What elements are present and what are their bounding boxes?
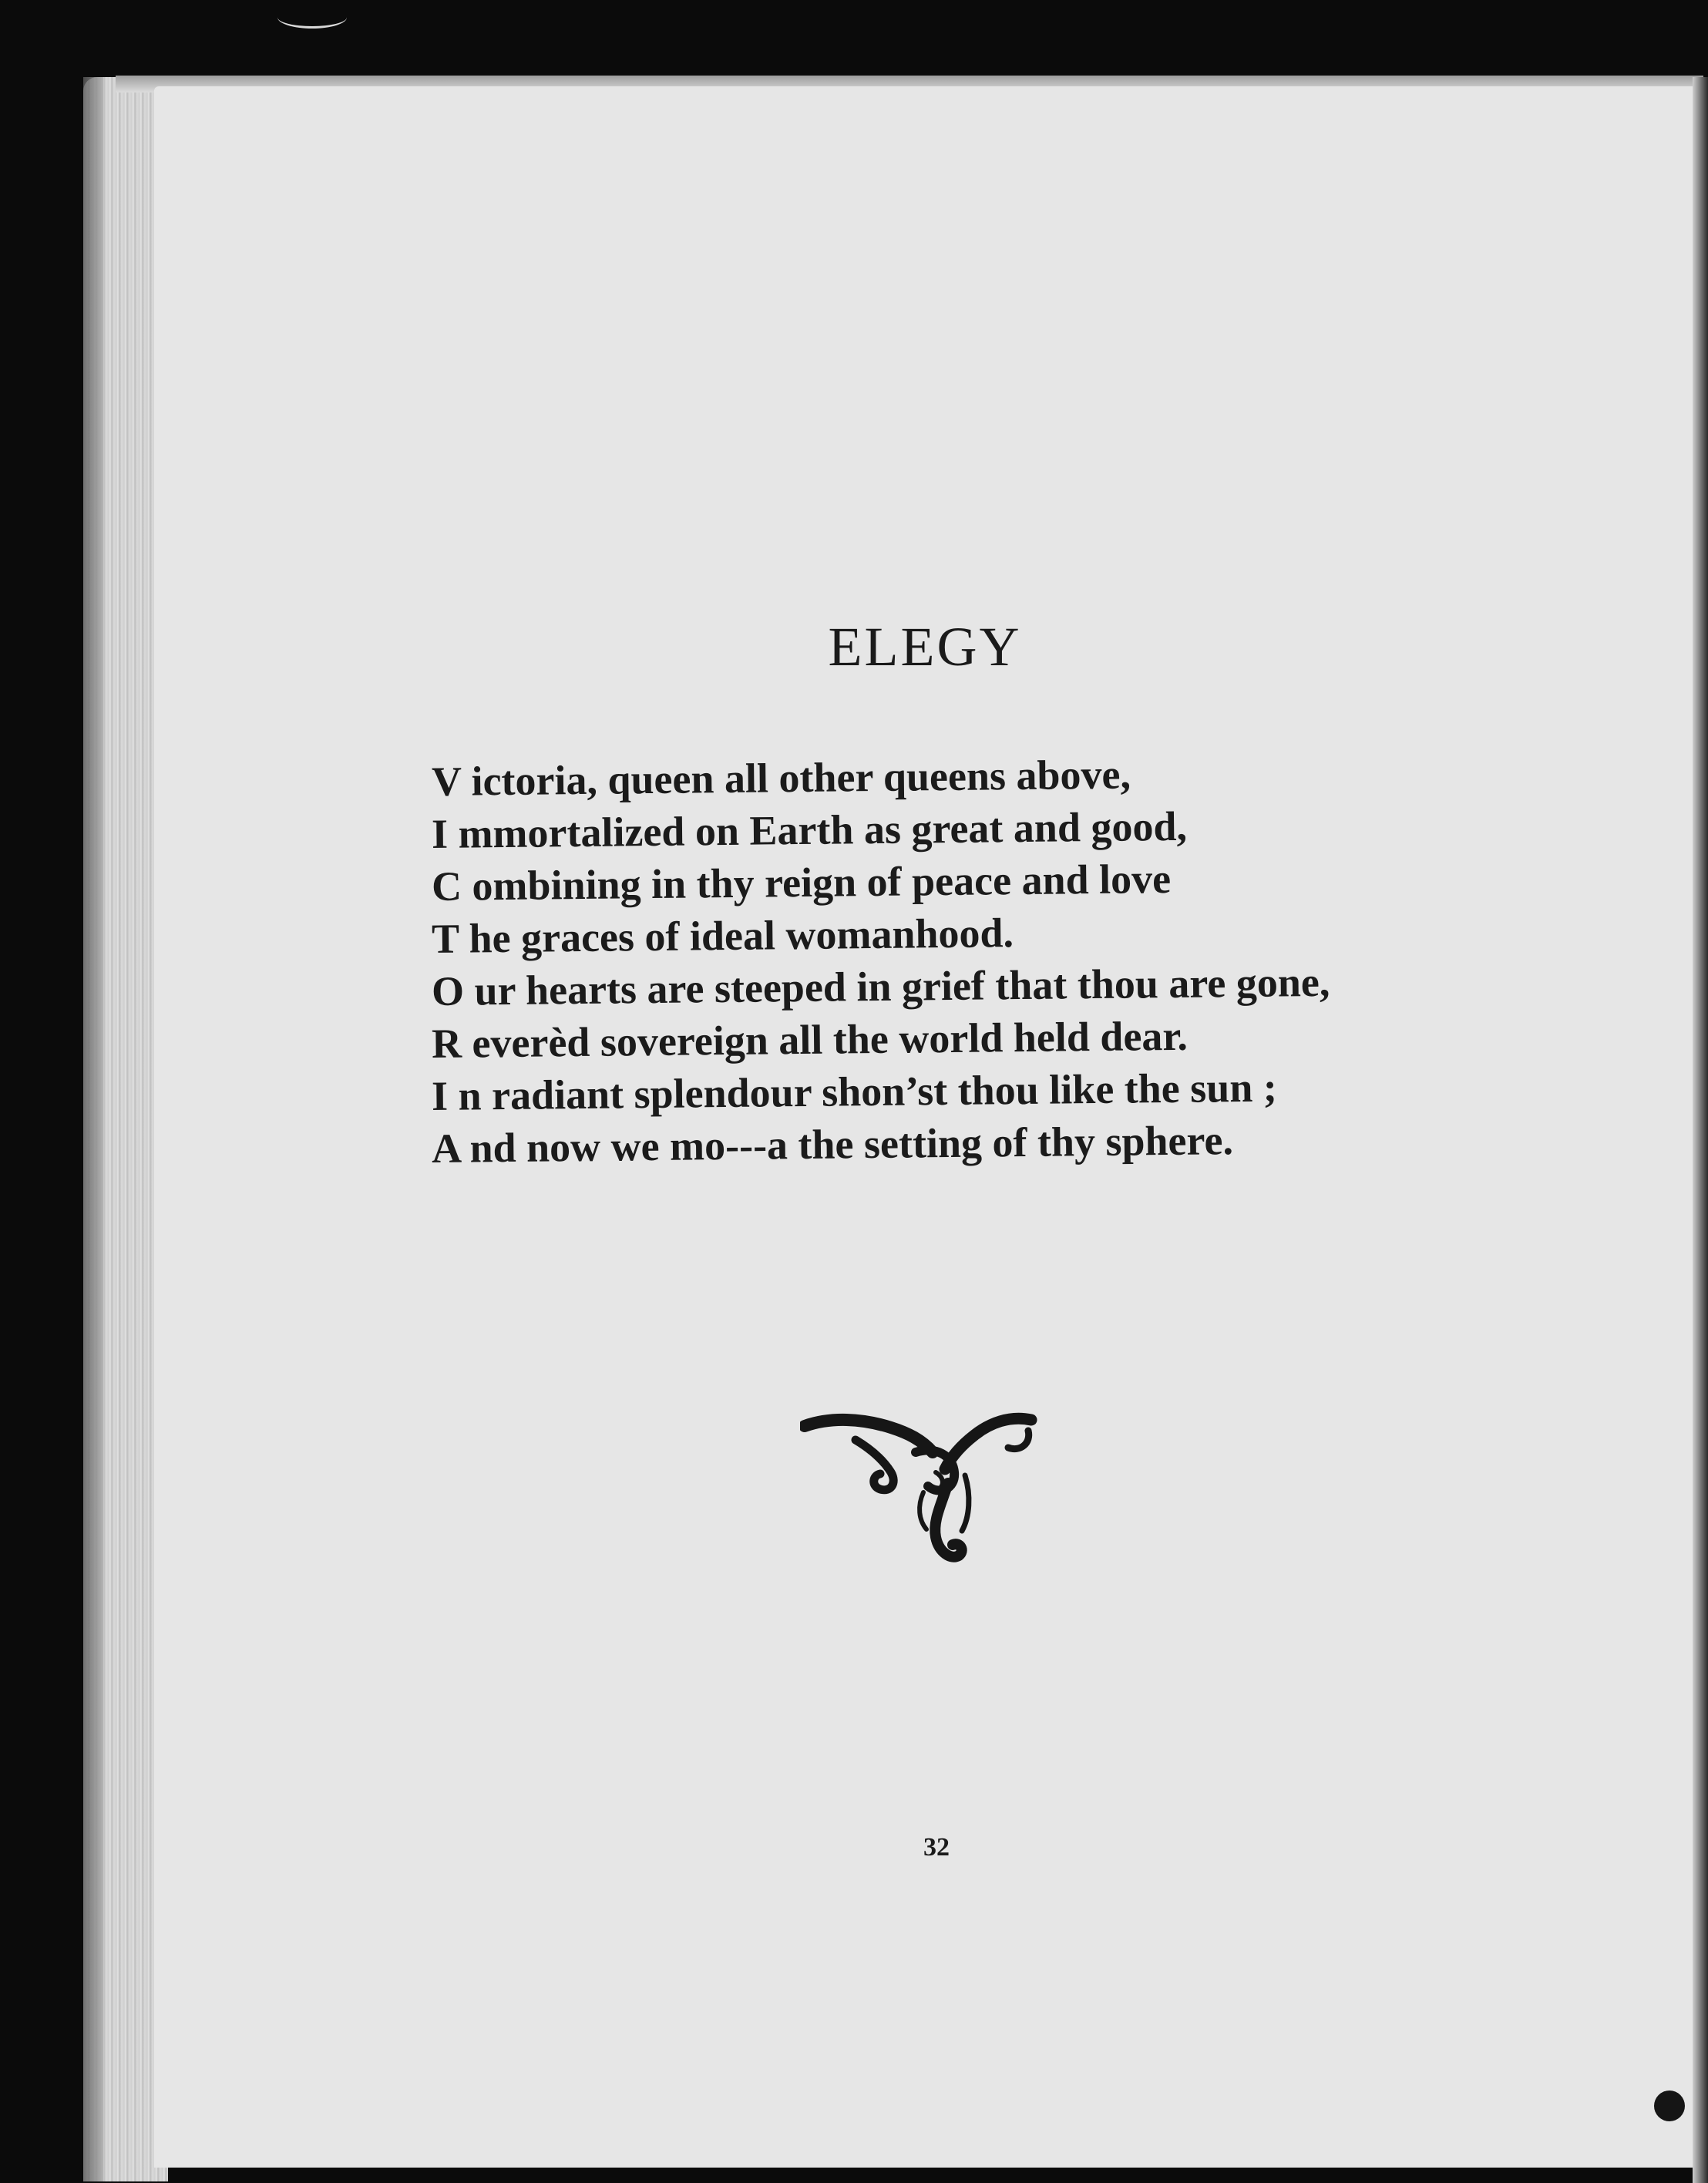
poem-title: ELEGY	[828, 616, 1022, 678]
poem-line: A nd now we mo‑‑‑a the setting of thy sphere.	[431, 1117, 1234, 1172]
poem-line: C ombining in thy reign of peace and love	[431, 855, 1172, 910]
scan-spot	[1654, 2090, 1685, 2121]
poem-line: O ur hearts are steeped in grief that thou are gone,	[431, 958, 1330, 1014]
poem-line: R everèd sovereign all the world held dear.	[431, 1012, 1189, 1067]
scan-artifact	[277, 6, 347, 29]
poem-line: T he graces of ideal womanhood.	[431, 910, 1014, 962]
floral-scroll-tailpiece-icon	[800, 1409, 1039, 1571]
poem-line: I n radiant splendour shon’st thou like the sun ;	[431, 1064, 1278, 1119]
poem-line: V ictoria, queen all other queens above,	[431, 751, 1131, 805]
right-page-edge	[1693, 77, 1708, 2183]
page-number: 32	[923, 1833, 950, 1862]
poem-body	[431, 751, 1603, 1175]
poem-line: I mmortalized on Earth as great and good,	[431, 802, 1188, 857]
